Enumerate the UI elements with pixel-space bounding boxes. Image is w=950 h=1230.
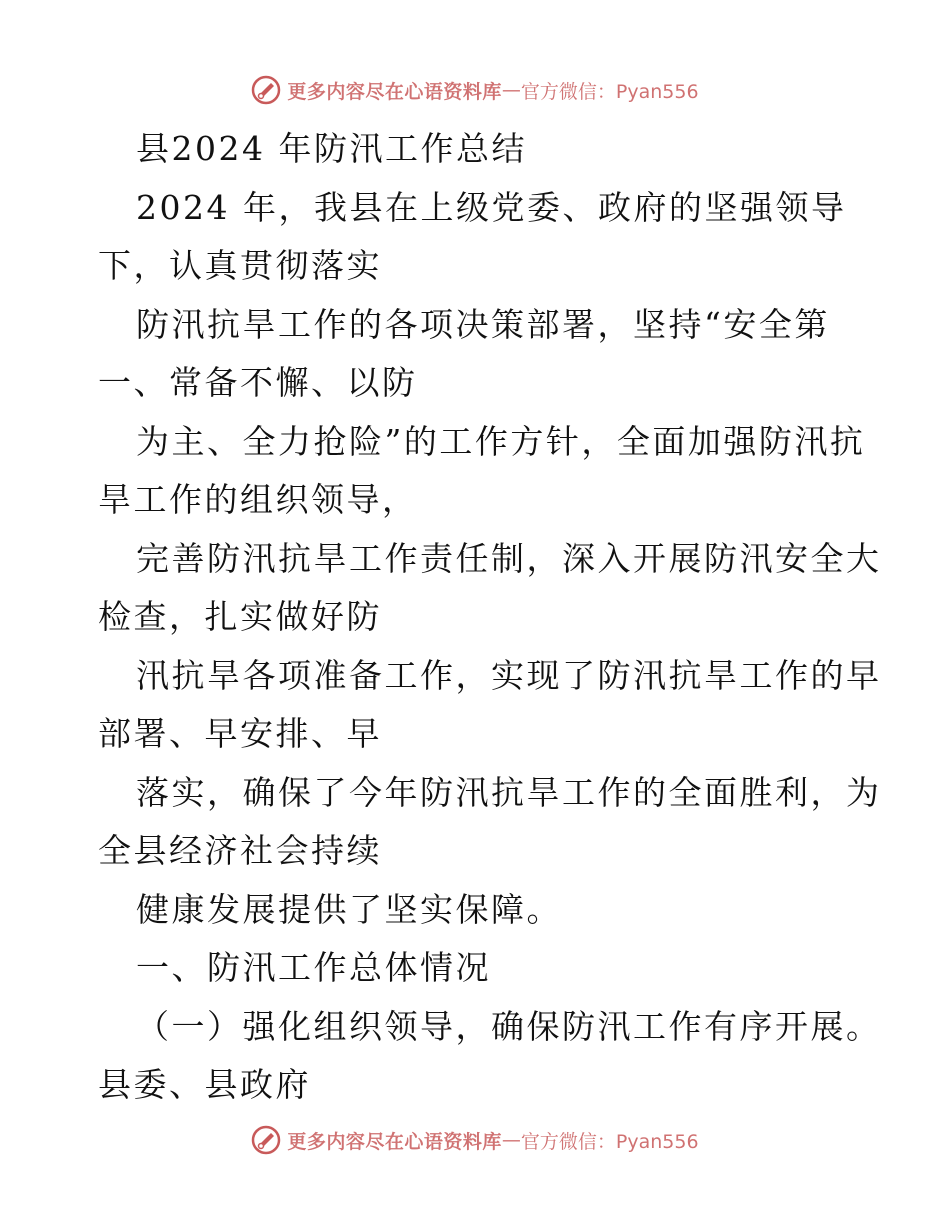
paragraph-line: 防汛抗旱工作的各项决策部署，坚持“安全第 [136,304,830,344]
document-body [98,120,882,1115]
paragraph-line: 落实，确保了今年防汛抗旱工作的全面胜利，为 [136,772,882,812]
brand-logo-icon [251,1125,281,1155]
banner-separator: — [501,1129,521,1151]
footer-watermark-banner [0,1118,950,1162]
banner-brand-text: 更多内容尽在心语资料库 [287,1130,502,1153]
paragraph-line: 为主、全力抢险”的工作方针，全面加强防汛抗 [136,421,866,461]
paragraph-line: 检查，扎实做好防 [98,597,382,636]
paragraph-line: 下，认真贯彻落实 [98,246,382,285]
subsection-heading: （一）强化组织领导，确保防汛工作有序开展。 [136,1006,882,1046]
banner-separator: — [501,79,521,101]
paragraph-line: 部署、早安排、早 [98,714,382,753]
paragraph-line: 县委、县政府 [98,1065,311,1104]
paragraph-line: 2024 年，我县在上级党委、政府的坚强领导 [136,187,847,227]
section-heading: 一、防汛工作总体情况 [136,948,491,987]
document-title: 县2024 年防汛工作总结 [136,129,527,168]
paragraph-line: 旱工作的组织领导， [98,480,418,519]
paragraph-line: 全县经济社会持续 [98,831,382,870]
banner-brand-text: 更多内容尽在心语资料库 [287,80,502,103]
paragraph-line: 健康发展提供了坚实保障。 [136,889,562,929]
paragraph-line: 完善防汛抗旱工作责任制，深入开展防汛安全大 [136,538,882,578]
banner-wechat-text: 官方微信：Pyan556 [520,80,699,103]
paragraph-line: 汛抗旱各项准备工作，实现了防汛抗旱工作的早 [136,655,882,695]
brand-logo-icon [251,75,281,105]
paragraph-line: 一、常备不懈、以防 [98,363,418,402]
header-watermark-banner [0,68,950,112]
banner-wechat-text: 官方微信：Pyan556 [520,1130,699,1153]
